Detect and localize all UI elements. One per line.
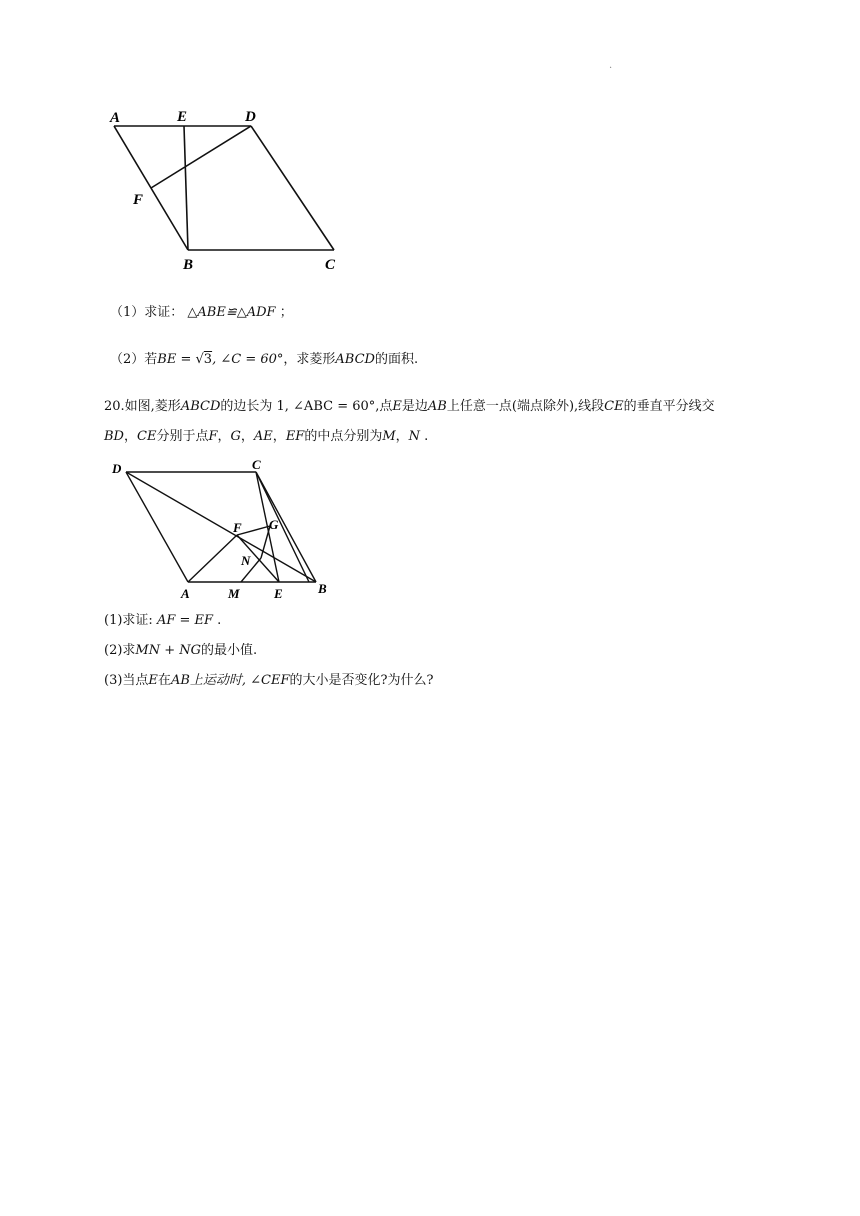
segment-ad bbox=[126, 472, 188, 582]
q19-part1: （1）求证： △ABE≌△ADF ； bbox=[110, 305, 293, 320]
label-a: A bbox=[181, 586, 190, 601]
label-b: B bbox=[183, 257, 194, 273]
segment-df bbox=[151, 126, 251, 188]
label-d: D bbox=[112, 461, 122, 476]
label-d: D bbox=[245, 109, 256, 125]
segment-af bbox=[188, 535, 237, 582]
q20-question1: (1)求证: AF = EF . bbox=[104, 613, 222, 628]
label-m: M bbox=[228, 586, 240, 601]
q20-question2: (2)求MN + NG的最小值. bbox=[104, 643, 258, 658]
label-a: A bbox=[110, 110, 121, 126]
label-f: F bbox=[133, 192, 144, 208]
page-mark: . bbox=[609, 60, 613, 71]
segment-db bbox=[126, 472, 316, 582]
figure-rhombus-abcd-2 bbox=[104, 456, 344, 606]
q20-question3: (3)当点E在AB上运动时, ∠CEF的大小是否变化?为什么? bbox=[104, 673, 434, 688]
label-c: C bbox=[325, 257, 336, 273]
segment-dc bbox=[251, 126, 334, 250]
label-e: E bbox=[274, 586, 283, 601]
label-c: C bbox=[252, 457, 261, 472]
label-n: N bbox=[241, 553, 251, 568]
label-b: B bbox=[318, 581, 327, 596]
label-e: E bbox=[177, 109, 188, 125]
segment-fg bbox=[237, 526, 270, 535]
q19-part2: （2）若BE = √3, ∠C = 60°，求菱形ABCD的面积. bbox=[110, 352, 419, 367]
figure-rhombus-abcd-1 bbox=[100, 100, 360, 280]
q20-intro: 20.如图,菱形ABCD的边长为 1, ∠ABC = 60°,点E是边AB上任意一点(端点除外),线段CE的垂直平分线交BD，CE分别于点F，G，AE，EF的中点分别为M，N . bbox=[104, 399, 715, 444]
label-f: F bbox=[233, 520, 242, 535]
label-g: G bbox=[269, 517, 279, 532]
segment-eb bbox=[184, 126, 188, 250]
